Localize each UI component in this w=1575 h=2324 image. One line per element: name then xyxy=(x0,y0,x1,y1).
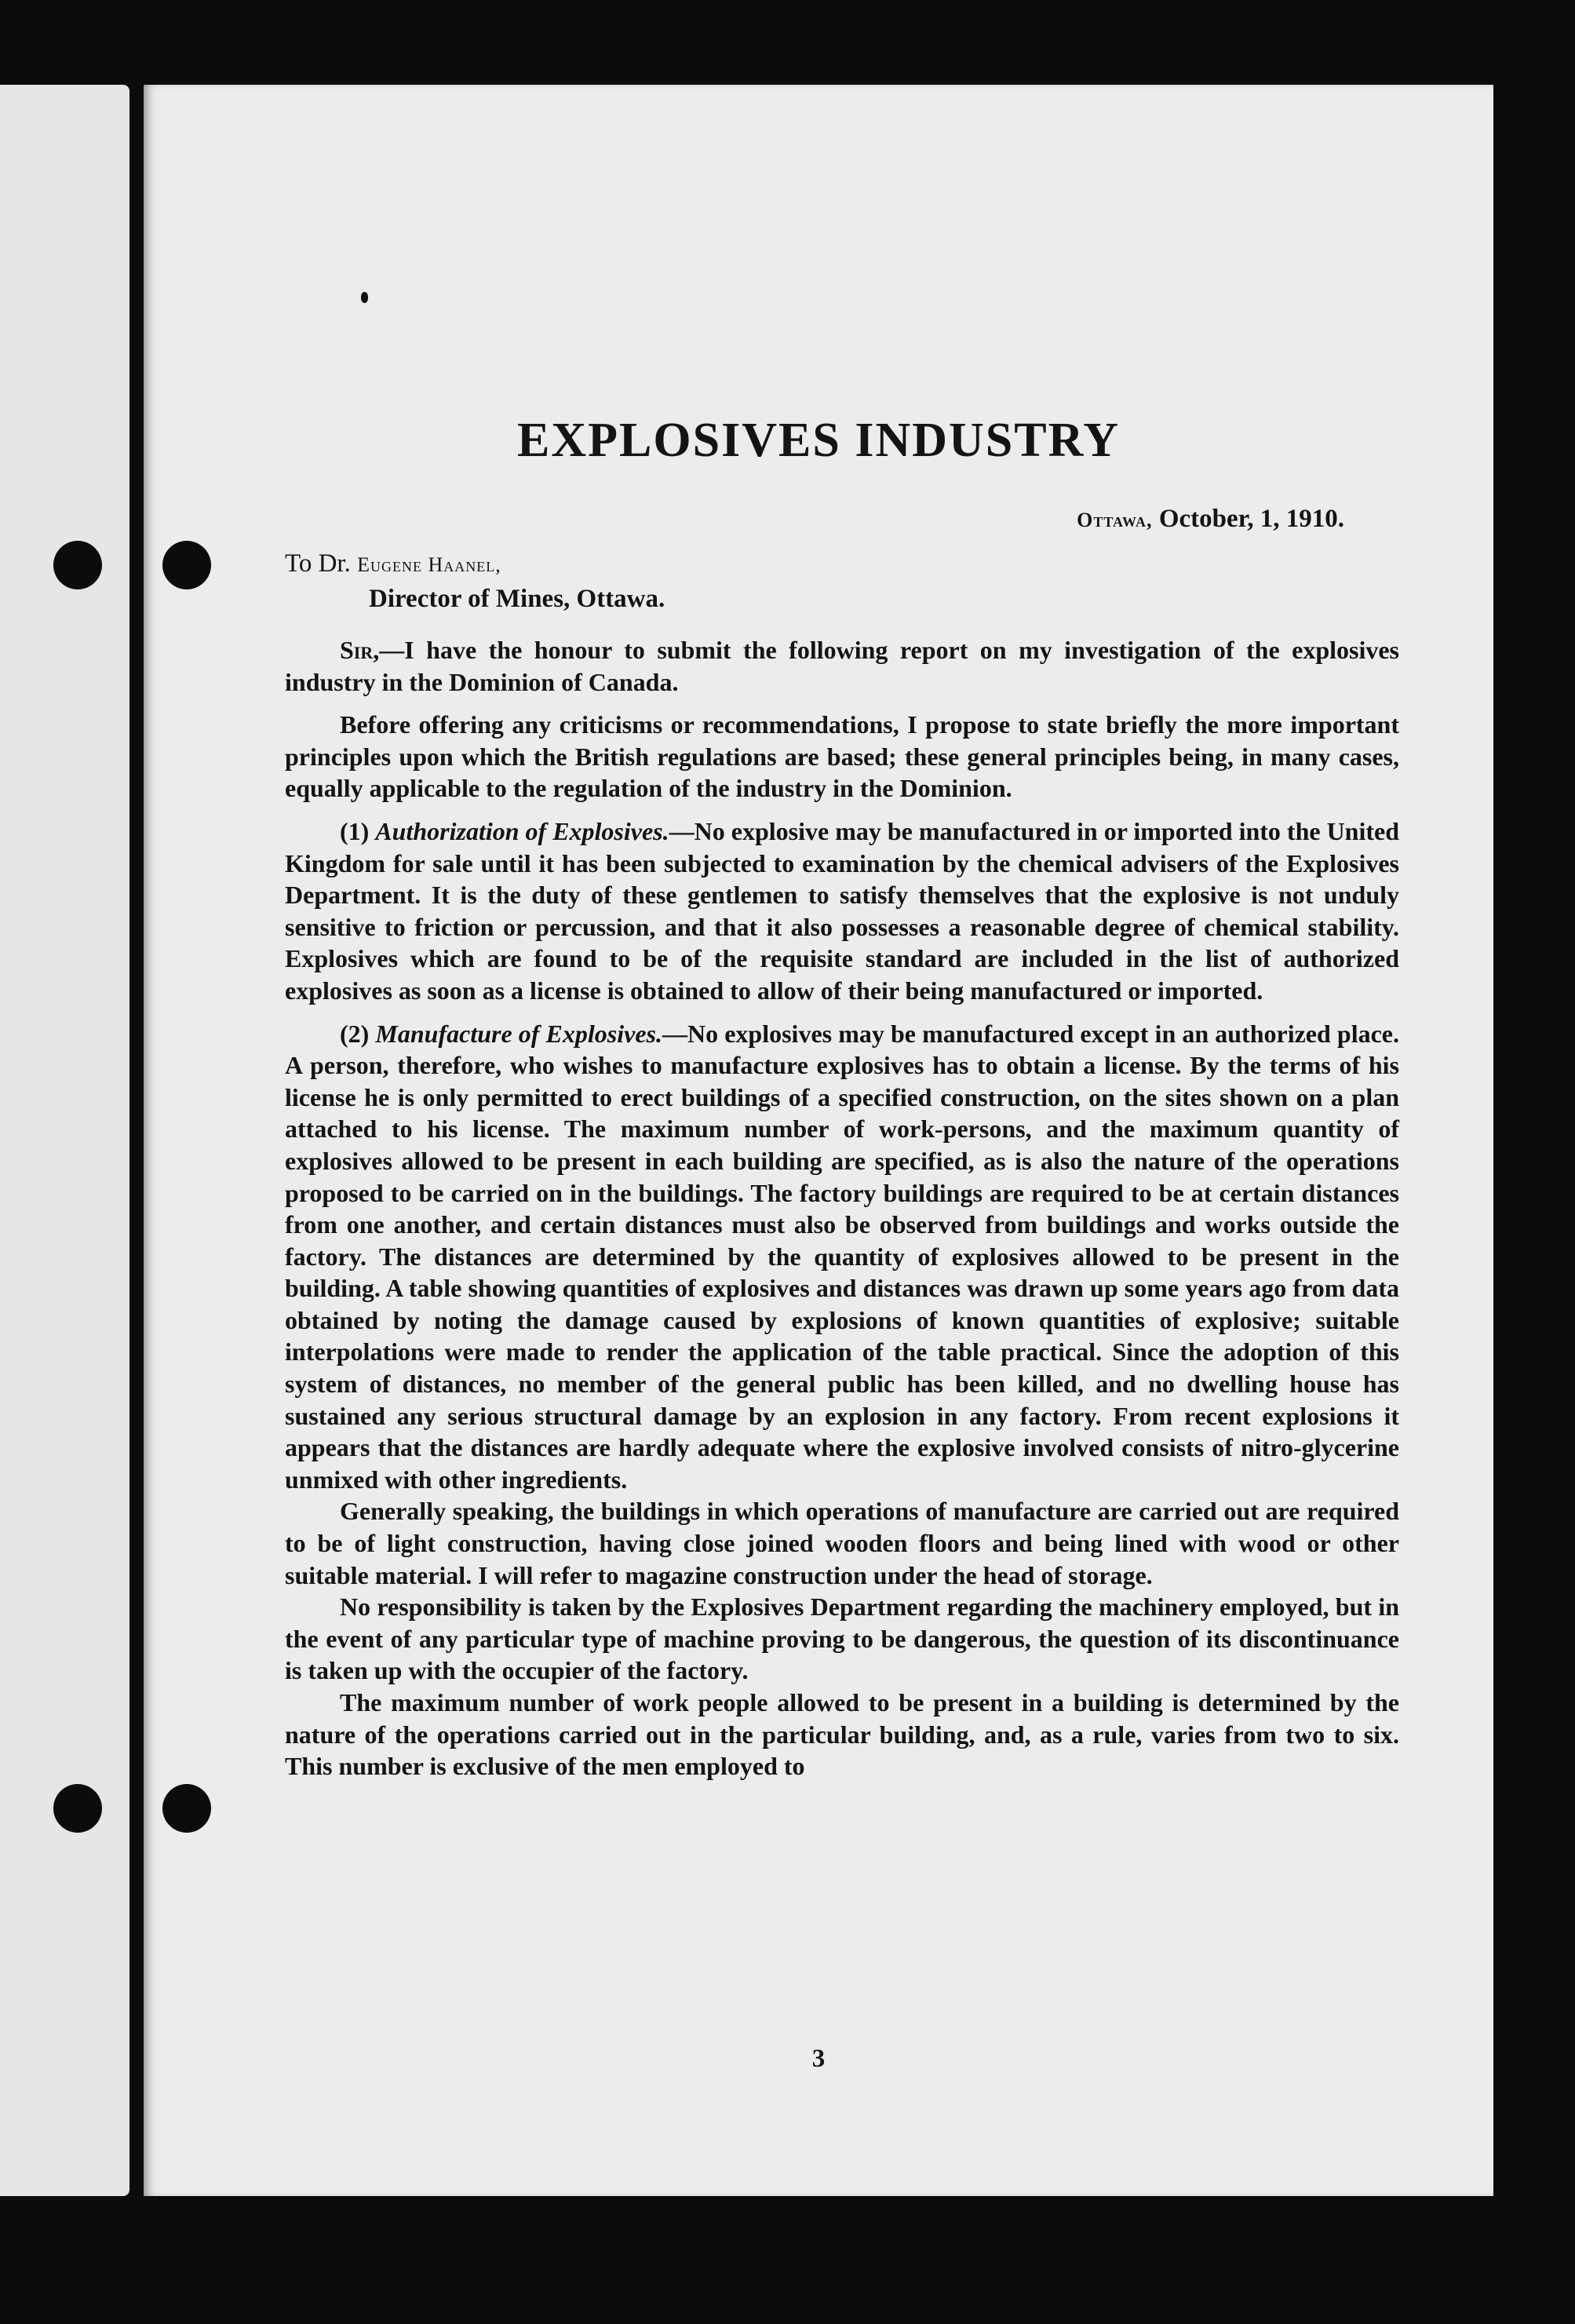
paragraph-text: —No explosive may be manufactured in or imported into the United Kingdom for sale until it has been subjected to examination by the chemical advisers of the Explosives Department. It is the duty of these gentlemen to satisfy themselves that the explosive is not unduly sensitive to friction or percussion, and that it also possesses a reasonable degree of chemical stability. Explosives which are found to be of the requisite standard are included in the list of authorized explosives as soon as a license is obtained to allow of their being manufactured or imported. xyxy=(285,816,1400,1005)
paragraph xyxy=(285,1687,1399,1782)
paragraph xyxy=(285,815,1399,1007)
dateline-place: Ottawa, xyxy=(1077,509,1153,531)
paragraph xyxy=(285,634,1399,698)
binder-hole xyxy=(53,541,102,589)
paragraph xyxy=(285,1495,1399,1591)
binder-hole xyxy=(162,1784,211,1833)
paragraph xyxy=(285,1591,1399,1687)
paragraph xyxy=(285,1018,1399,1496)
paragraph-text: The maximum number of work people allowed to be present in a building is determined by the nature of the operations carried out in the particular building, and, as a rule, varies from two to six. This number is exclusive of the men employed to xyxy=(285,1688,1399,1781)
page-title: EXPLOSIVES INDUSTRY xyxy=(517,414,1120,467)
letter-body xyxy=(285,634,1399,1782)
paragraph-text: No responsibility is taken by the Explosives Department regarding the machinery employed, but in the event of any particular type of machine proving to be dangerous, the question of its discontinuance is taken up with the occupier of the factory. xyxy=(285,1593,1399,1685)
section-number: (2) xyxy=(340,1019,370,1048)
adjacent-page-edge xyxy=(0,85,129,2196)
paragraph-text: —I have the honour to submit the following report on my investigation of the explosives industry in the Dominion of Canada. xyxy=(285,636,1399,696)
paragraph xyxy=(285,709,1399,804)
paragraph-text: Before offering any criticisms or recommendations, I propose to state briefly the more important principles upon which the British regulations are based; these general principles being, in many cases, equally applicable to the regulation of the industry in the Dominion. xyxy=(285,710,1399,803)
salutation: Sir, xyxy=(340,636,380,664)
section-heading: Manufacture of Explosives. xyxy=(375,1019,662,1048)
recipient-line xyxy=(285,549,501,578)
paragraph-text: —No explosives may be manufactured except in an authorized place. A person, therefore, who wishes to manufacture explosives has to obtain a license. By the terms of his license he is only permitted to erect buildings of a specified construction, on the sites shown on a plan attached to his license. The maximum number of work-persons, and the maximum quantity of explosives allowed to be present in each building are specified, as is also the nature of the operations proposed to be carried on in the buildings. The factory buildings are required to be at certain distances from one another, and certain distances must also be observed from buildings and works outside the factory. The distances are determined by the quantity of explosives allowed to be present in the building. A table showing quantities of explosives and distances was drawn up some years ago from data obtained by noting the damage caused by explosions of known quantities of explosive; suitable interpolations were made to render the application of the table practical. Since the adoption of this system of distances, no member of the general public has been killed, and no dwelling house has sustained any serious structural damage by an explosion in any factory. From recent explosions it appears that the distances are hardly adequate where the explosive involved consists of nitro-glycerine unmixed with other ingredients. xyxy=(285,1019,1399,1494)
binder-hole xyxy=(53,1784,102,1833)
dateline-date: October, 1, 1910. xyxy=(1158,505,1344,533)
recipient-name: Eugene Haanel, xyxy=(357,553,501,576)
section-heading: Authorization of Explosives. xyxy=(375,816,669,845)
section-number: (1) xyxy=(340,816,370,845)
recipient-prefix: To Dr. xyxy=(285,549,351,578)
binder-hole xyxy=(162,541,211,589)
page-number: 3 xyxy=(811,2045,826,2073)
dateline xyxy=(1077,505,1344,534)
paragraph-text: Generally speaking, the buildings in which operations of manufacture are carried out are required to be of light construction, having close joined wooden floors and being lined with wood or other suitable material. I will refer to magazine construction under the head of storage. xyxy=(285,1497,1399,1589)
document-page xyxy=(144,85,1493,2196)
recipient-position: Director of Mines, Ottawa. xyxy=(369,585,665,613)
ink-speck xyxy=(361,292,368,303)
